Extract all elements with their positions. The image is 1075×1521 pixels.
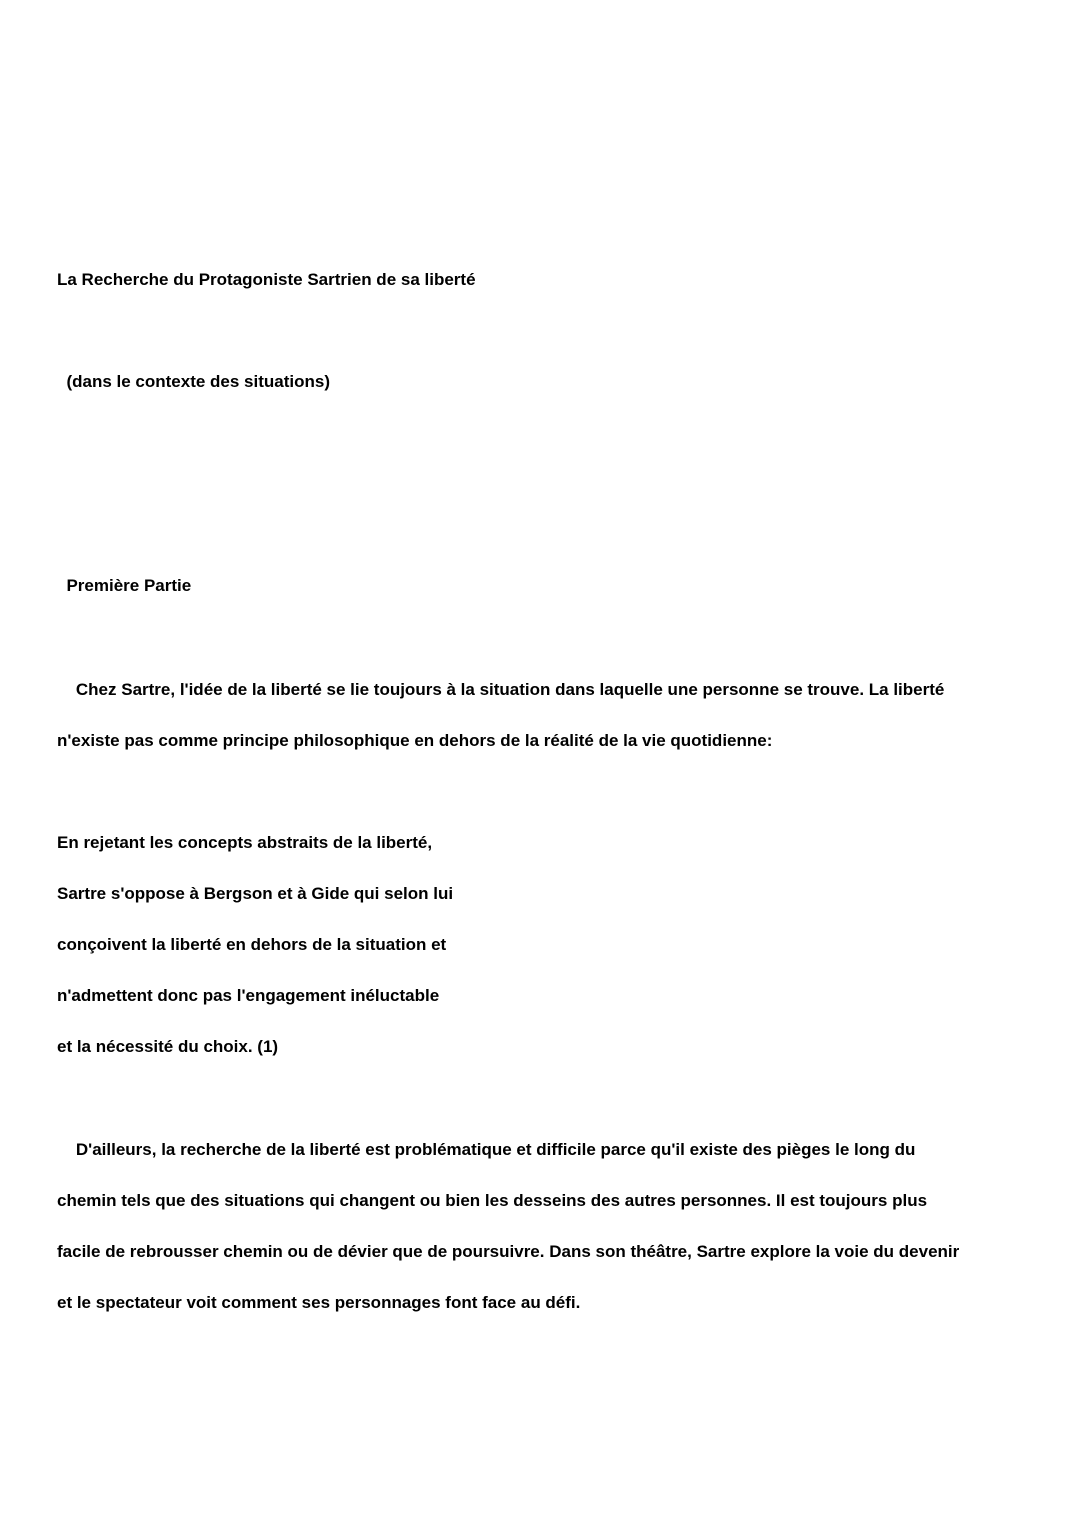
quote-line: Sartre s'oppose à Bergson et à Gide qui selon lui xyxy=(57,884,454,903)
paragraph-1-line: Chez Sartre, l'idée de la liberté se lie toujours à la situation dans laquelle une personne se trouve. La liberté xyxy=(57,680,945,699)
paragraph-1-line: n'existe pas comme principe philosophique en dehors de la réalité de la vie quotidienne: xyxy=(57,731,773,750)
quote-line: n'admettent donc pas l'engagement inéluctable xyxy=(57,986,440,1005)
paragraph-2-line: D'ailleurs, la recherche de la liberté est problématique et difficile parce qu'il existe des pièges le long du xyxy=(57,1140,916,1159)
quote-line: conçoivent la liberté en dehors de la situation et xyxy=(57,935,447,954)
paragraph-2-line: chemin tels que des situations qui changent ou bien les desseins des autres personnes. Il est toujours plus xyxy=(57,1191,928,1210)
quote-line: et la nécessité du choix. (1) xyxy=(57,1037,279,1056)
quote-line: En rejetant les concepts abstraits de la liberté, xyxy=(57,833,433,852)
document-title: La Recherche du Protagoniste Sartrien de sa liberté xyxy=(57,270,476,289)
document-subtitle: (dans le contexte des situations) xyxy=(57,372,331,391)
section-heading: Première Partie xyxy=(57,576,192,595)
paragraph-2-line: et le spectateur voit comment ses personnages font face au défi. xyxy=(57,1293,581,1312)
paragraph-2-line: facile de rebrousser chemin ou de dévier que de poursuivre. Dans son théâtre, Sartre explore la voie du devenir xyxy=(57,1242,960,1261)
